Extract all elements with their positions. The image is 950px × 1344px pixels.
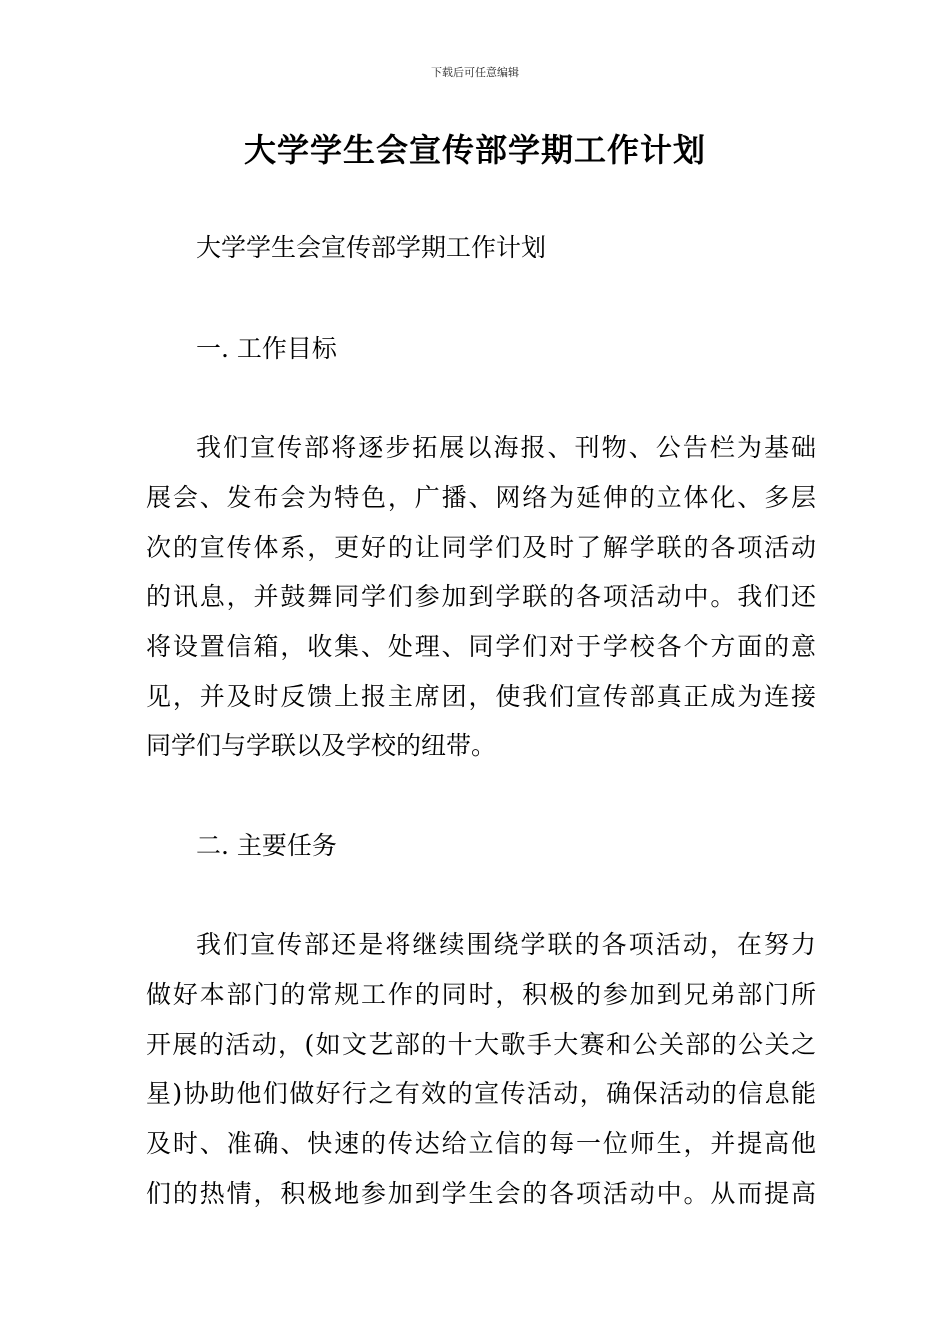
section-2-line: 星)协助他们做好行之有效的宣传活动，确保活动的信息能 [146,1079,816,1108]
section-1-line: 次的宣传体系，更好的让同学们及时了解学联的各项活动 [146,533,816,562]
section-2-heading: 二. 主要任务 [196,831,337,860]
section-2-line: 开展的活动，(如文艺部的十大歌手大赛和公关部的公关之 [146,1030,816,1059]
section-2-line: 们的热情，积极地参加到学生会的各项活动中。从而提高 [146,1179,816,1208]
section-1-line: 见，并及时反馈上报主席团，使我们宣传部真正成为连接 [146,682,816,711]
section-2-line: 我们宣传部还是将继续围绕学联的各项活动，在努力 [196,930,816,959]
section-1-line: 我们宣传部将逐步拓展以海报、刊物、公告栏为基础 [196,433,816,462]
section-1-heading: 一. 工作目标 [196,334,337,363]
section-2-line: 及时、准确、快速的传达给立信的每一位师生，并提高他 [146,1129,816,1158]
document-subtitle: 大学学生会宣传部学期工作计划 [196,233,547,262]
header-note: 下载后可任意编辑 [431,66,519,79]
section-1-line: 展会、发布会为特色，广播、网络为延伸的立体化、多层 [146,483,816,512]
section-1-line: 的讯息，并鼓舞同学们参加到学联的各项活动中。我们还 [146,582,816,611]
section-1-line: 同学们与学联以及学校的纽带。 [146,731,497,760]
document-title: 大学学生会宣传部学期工作计划 [243,131,706,169]
section-1-line: 将设置信箱，收集、处理、同学们对于学校各个方面的意 [146,632,816,661]
section-2-line: 做好本部门的常规工作的同时，积极的参加到兄弟部门所 [146,980,816,1009]
